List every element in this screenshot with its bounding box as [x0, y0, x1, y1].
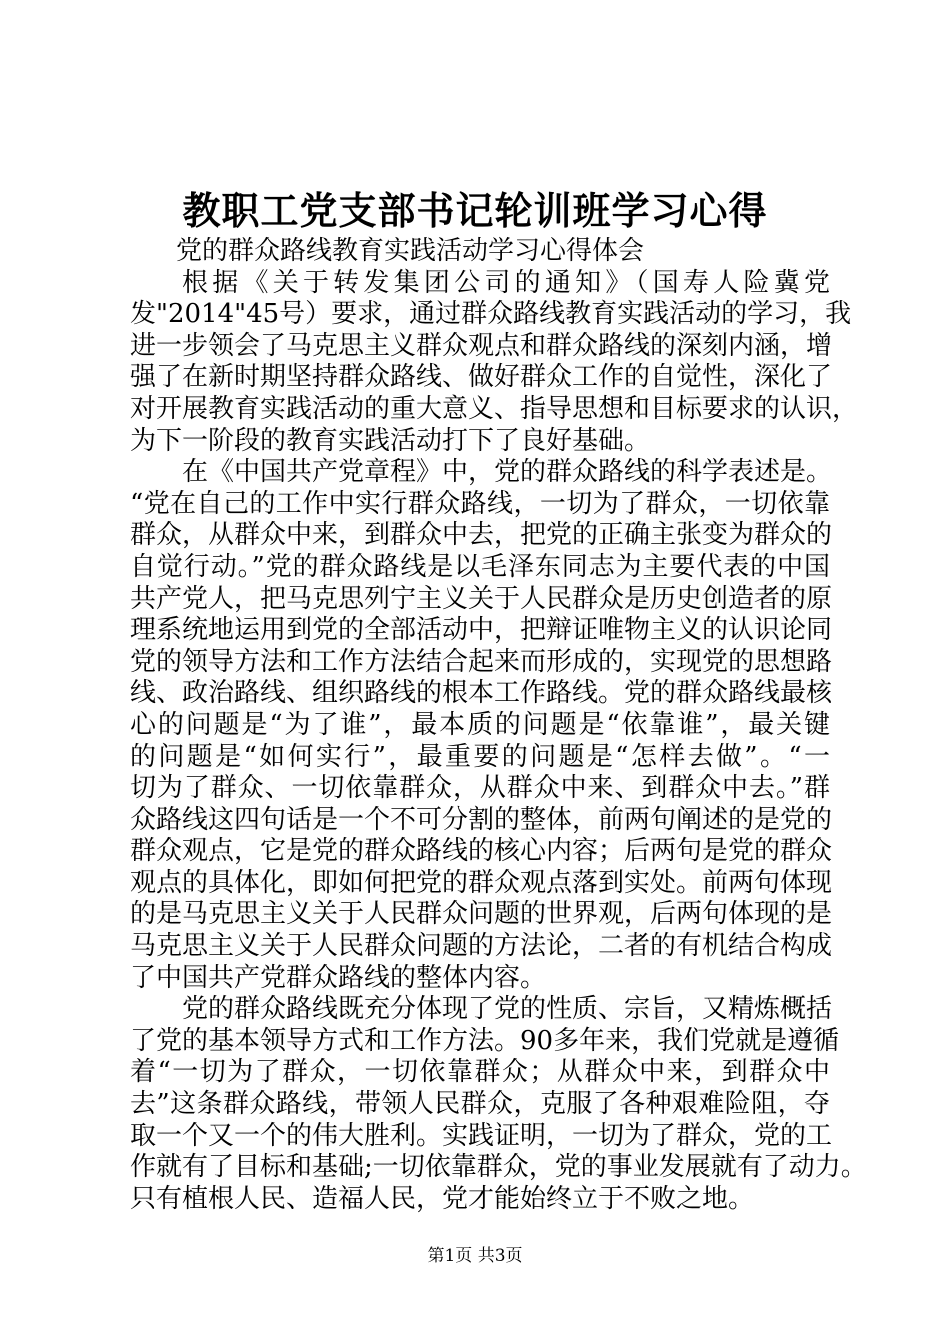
paragraph-line: 共产党人，把马克思列宁主义关于人民群众是历史创造者的原 — [130, 583, 833, 614]
paragraph-line: 群众，从群众中来，到群众中去，把党的正确主张变为群众的 — [130, 520, 833, 551]
paragraph-line: 发"2014"45号）要求，通过群众路线教育实践活动的学习，我 — [130, 299, 852, 330]
paragraph-line: 的问题是“如何实行”，最重要的问题是“怎样去做”。“一 — [130, 741, 830, 772]
paragraph-line: 理系统地运用到党的全部活动中，把辩证唯物主义的认识论同 — [130, 615, 833, 646]
paragraph-line: 线、政治路线、组织路线的根本工作路线。党的群众路线最核 — [130, 678, 833, 709]
subtitle-line: 党的群众路线教育实践活动学习心得体会 — [176, 236, 645, 266]
paragraph-line: 去”这条群众路线，带领人民群众，克服了各种艰难险阻，夺 — [130, 1089, 830, 1120]
paragraph-line: 作就有了目标和基础;一切依靠群众，党的事业发展就有了动力。 — [130, 1152, 867, 1183]
paragraph-line: 心的问题是“为了谁”，最本质的问题是“依靠谁”，最关键 — [130, 709, 830, 740]
paragraph-line: 取一个又一个的伟大胜利。实践证明，一切为了群众，党的工 — [130, 1120, 833, 1151]
document-title: 教职工党支部书记轮训班学习心得 — [182, 188, 768, 233]
paragraph-line: 群众观点，它是党的群众路线的核心内容；后两句是党的群众 — [130, 836, 833, 867]
paragraph-line: 马克思主义关于人民群众问题的方法论，二者的有机结合构成 — [130, 931, 833, 962]
paragraph-line: 对开展教育实践活动的重大意义、指导思想和目标要求的认识， — [130, 393, 859, 424]
paragraph-line: 自觉行动。”党的群众路线是以毛泽东同志为主要代表的中国 — [130, 551, 830, 582]
paragraph-line: 在《中国共产党章程》中，党的群众路线的科学表述是。 — [182, 457, 833, 488]
paragraph-line: 根据《关于转发集团公司的通知》（国寿人险冀党 — [182, 267, 830, 298]
paragraph-line: 的是马克思主义关于人民群众问题的世界观，后两句体现的是 — [130, 899, 833, 930]
paragraph-line: 为下一阶段的教育实践活动打下了良好基础。 — [130, 425, 651, 456]
paragraph-line: 了中国共产党群众路线的整体内容。 — [130, 962, 547, 993]
paragraph-line: 只有植根人民、造福人民，党才能始终立于不败之地。 — [130, 1183, 755, 1214]
paragraph-line: 着“一切为了群众，一切依靠群众；从群众中来，到群众中 — [130, 1057, 830, 1088]
paragraph-line: 党的领导方法和工作方法结合起来而形成的，实现党的思想路 — [130, 646, 833, 677]
paragraph-line: 强了在新时期坚持群众路线、做好群众工作的自觉性，深化了 — [130, 362, 833, 393]
paragraph-line: 观点的具体化，即如何把党的群众观点落到实处。前两句体现 — [130, 867, 833, 898]
page-number-footer: 第1页 共3页 — [427, 1246, 523, 1266]
paragraph-line: 进一步领会了马克思主义群众观点和群众路线的深刻内涵，增 — [130, 330, 833, 361]
paragraph-line: 了党的基本领导方式和工作方法。90多年来，我们党就是遵循 — [130, 1025, 840, 1056]
paragraph-line: “党在自己的工作中实行群众路线，一切为了群众，一切依靠 — [130, 488, 830, 519]
paragraph-line: 党的群众路线既充分体现了党的性质、宗旨，又精炼概括 — [182, 994, 833, 1025]
paragraph-line: 众路线这四句话是一个不可分割的整体，前两句阐述的是党的 — [130, 804, 833, 835]
paragraph-line: 切为了群众、一切依靠群众，从群众中来、到群众中去。”群 — [130, 773, 830, 804]
document-body — [130, 236, 867, 1215]
